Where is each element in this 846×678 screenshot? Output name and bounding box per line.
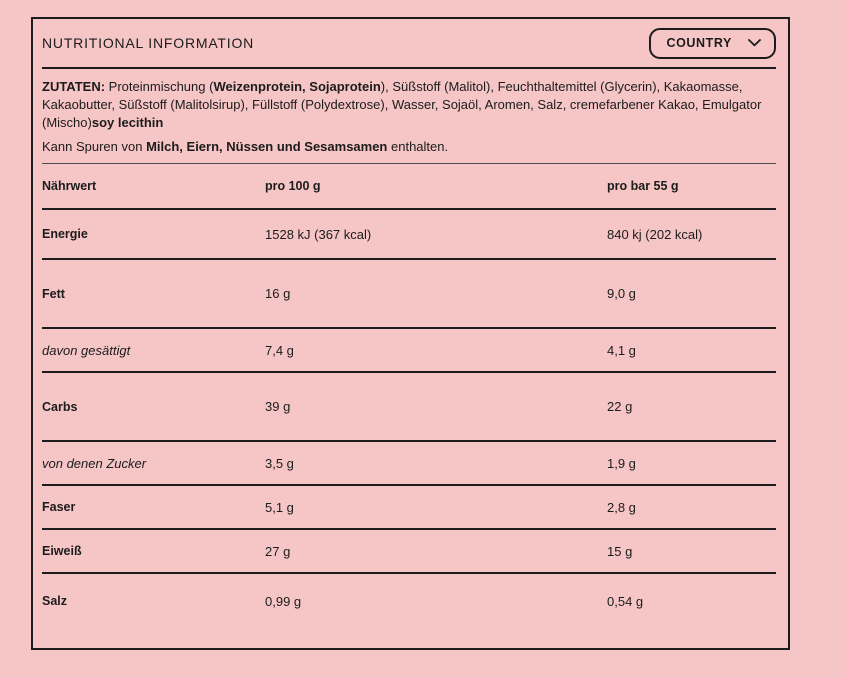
per-100g-value: 5,1 g (265, 499, 294, 515)
allergen-text: Kann Spuren von Milch, Eiern, Nüssen und Sesamsamen enthalten. (42, 139, 449, 154)
table-row (42, 530, 776, 574)
per-bar-value: 2,8 g (607, 499, 636, 515)
table-row (42, 574, 776, 628)
nutrient-label: Carbs (42, 399, 78, 414)
country-select-button[interactable] (649, 28, 776, 59)
per-bar-value: 4,1 g (607, 342, 636, 358)
nutrient-label: Faser (42, 500, 76, 514)
per-bar-value: 22 g (607, 399, 633, 414)
per-bar-value: 9,0 g (607, 286, 636, 301)
per-100g-value: 7,4 g (265, 342, 294, 358)
nutrition-panel (31, 17, 790, 650)
column-header-nutrient: Nährwert (42, 179, 97, 193)
column-header-per-100g: pro 100 g (265, 179, 321, 193)
nutrient-label: Eiweiß (42, 544, 82, 558)
per-bar-value: 15 g (607, 543, 633, 559)
nutrient-label: von denen Zucker (42, 455, 147, 471)
header-divider (42, 67, 776, 69)
table-row (42, 373, 776, 442)
nutrient-label: Fett (42, 286, 65, 301)
nutrient-label: davon gesättigt (42, 342, 131, 358)
ingredients-text: ZUTATEN: Proteinmischung (Weizenprotein, Sojaprotein), Süßstoff (Malitol), Feuchthaltemittel (Glycerin), Kakaomasse, Kakaobutter, Süßstoff (Malitolsirup), Füllstoff (Polydextrose), Wasser, Sojaöl, Aromen, Salz, cremefarbener Kakao, Emulgator (Mischo)soy lecithin (42, 79, 762, 130)
nutrient-label: Salz (42, 594, 68, 608)
per-bar-value: 0,54 g (607, 593, 644, 609)
per-100g-value: 3,5 g (265, 455, 294, 471)
panel-header (40, 19, 778, 67)
per-100g-value: 0,99 g (265, 593, 302, 609)
column-header-per-bar: pro bar 55 g (607, 179, 679, 193)
table-row (42, 210, 776, 260)
per-100g-value: 1528 kJ (367 kcal) (265, 226, 372, 242)
per-100g-value: 27 g (265, 543, 291, 559)
table-row (42, 486, 776, 530)
nutrition-table (42, 163, 776, 628)
table-header-row (42, 164, 776, 210)
country-select-label: COUNTRY (666, 36, 732, 50)
chevron-down-icon (748, 39, 761, 47)
nutrient-label: Energie (42, 227, 88, 241)
per-100g-value: 16 g (265, 286, 291, 301)
per-bar-value: 840 kj (202 kcal) (607, 226, 703, 242)
page-title: NUTRITIONAL INFORMATION (42, 35, 255, 51)
per-bar-value: 1,9 g (607, 455, 636, 471)
table-row (42, 329, 776, 373)
table-row (42, 442, 776, 486)
per-100g-value: 39 g (265, 399, 291, 414)
table-row (42, 260, 776, 329)
